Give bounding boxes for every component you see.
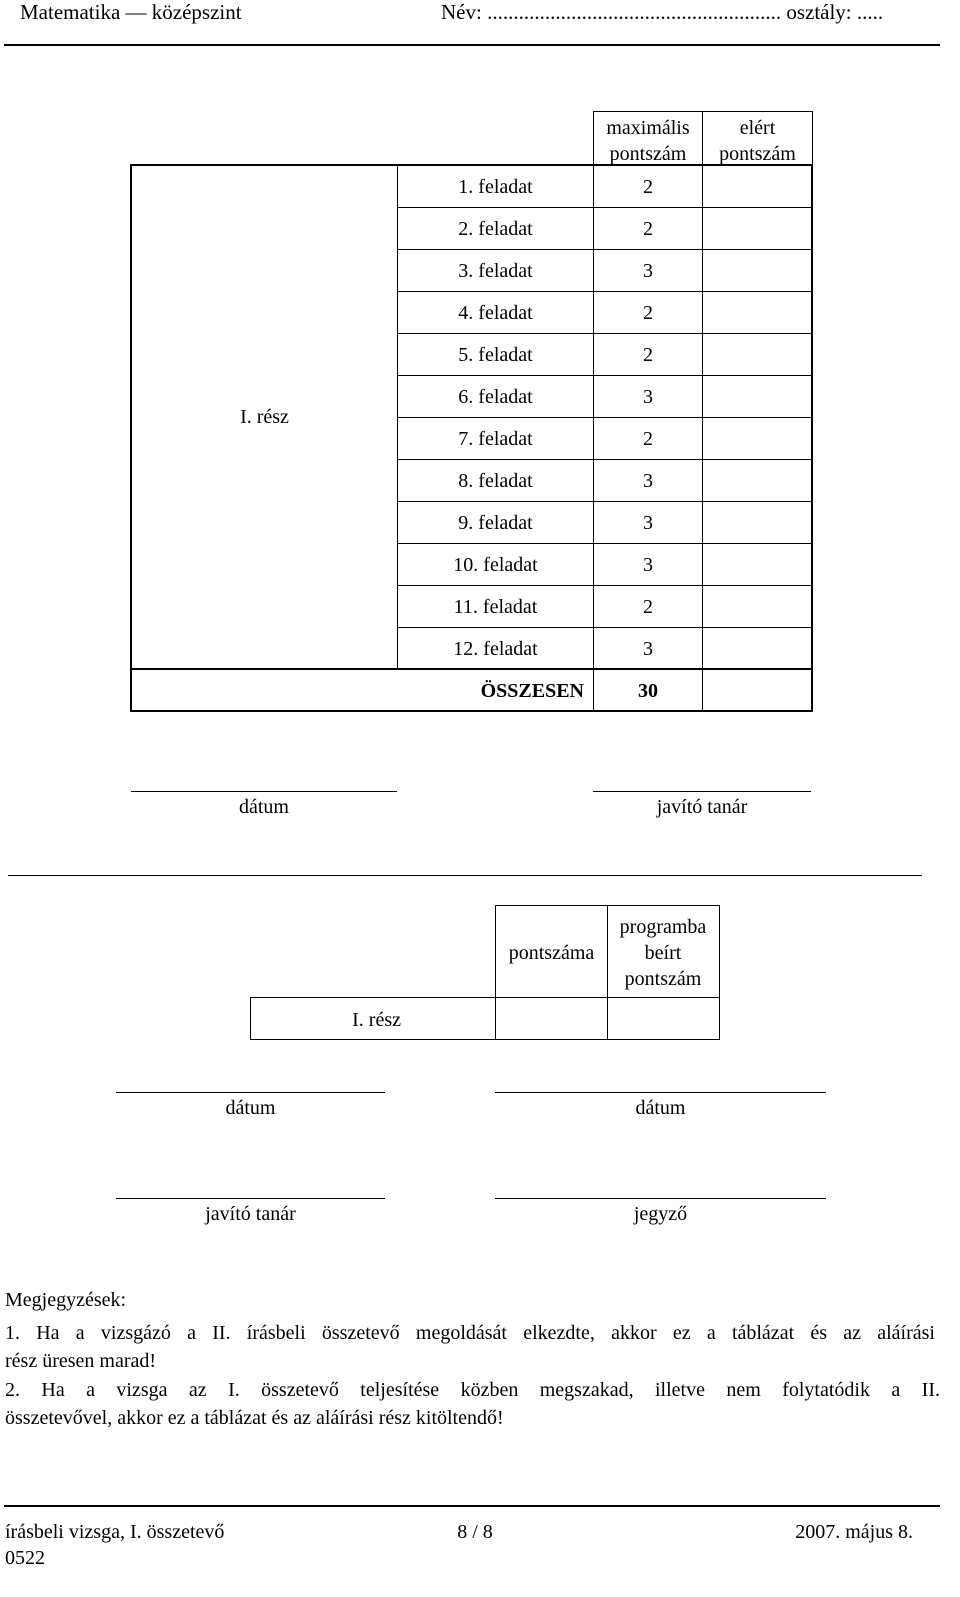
date-signature-line: [131, 791, 397, 792]
note-1-line-1: 1. Ha a vizsgázó a II. írásbeli összetevő megoldását elkezdte, akkor ez a táblázat és az aláírási: [5, 1322, 935, 1344]
task-label: 1. feladat: [458, 176, 533, 198]
header-rule: [4, 44, 940, 46]
task-label: 10. feladat: [453, 554, 538, 576]
teacher-caption: javító tanár: [656, 796, 748, 818]
part-label: I. rész: [240, 406, 289, 428]
task-label: 4. feladat: [458, 302, 533, 324]
total-max-points: 30: [638, 680, 658, 702]
footer-rule: [4, 1505, 940, 1507]
note-1-line-2: rész üresen marad!: [5, 1350, 157, 1372]
notes-title: Megjegyzések:: [5, 1289, 127, 1311]
date-signature-line: [116, 1092, 385, 1093]
task-label: 7. feladat: [458, 428, 533, 450]
footer-date: 2007. május 8.: [795, 1521, 913, 1543]
notary-caption: jegyző: [633, 1203, 688, 1225]
page-number: 8 / 8: [457, 1521, 493, 1543]
max-points-header: maximális pontszám: [606, 117, 690, 165]
task-max-points: 2: [643, 428, 653, 450]
achieved-points-header: elért pontszám: [719, 117, 796, 165]
task-label: 8. feladat: [458, 470, 533, 492]
task-label: 5. feladat: [458, 344, 533, 366]
task-max-points: 2: [643, 344, 653, 366]
footer-exam-label: írásbeli vizsga, I. összetevő: [5, 1521, 225, 1543]
task-label: 11. feladat: [453, 596, 538, 618]
task-max-points: 2: [643, 176, 653, 198]
task-label: 2. feladat: [458, 218, 533, 240]
date-caption: dátum: [239, 796, 289, 818]
task-label: 6. feladat: [458, 386, 533, 408]
task-label: 9. feladat: [458, 512, 533, 534]
task-max-points: 3: [643, 260, 653, 282]
section-divider: [8, 875, 922, 876]
note-2-line-2: összetevővel, akkor ez a táblázat és az aláírási rész kitöltendő!: [5, 1407, 504, 1429]
teacher-signature-line: [116, 1198, 385, 1199]
task-max-points: 2: [643, 218, 653, 240]
header-name-class: Név: ........................................................ osztály: .....: [441, 0, 884, 24]
task-max-points: 3: [643, 638, 653, 660]
task-label: 3. feladat: [458, 260, 533, 282]
task-max-points: 2: [643, 596, 653, 618]
date-caption: dátum: [225, 1097, 276, 1119]
teacher-caption: javító tanár: [205, 1203, 296, 1225]
task-max-points: 3: [643, 554, 653, 576]
notary-signature-line: [495, 1198, 826, 1199]
header-subject: Matematika — középszint: [20, 0, 242, 24]
score-header: pontszáma: [508, 942, 595, 964]
footer-code: 0522: [5, 1547, 45, 1569]
task-label: 12. feladat: [453, 638, 538, 660]
task-max-points: 3: [643, 470, 653, 492]
task-max-points: 2: [643, 302, 653, 324]
date-signature-line: [495, 1092, 826, 1093]
task-max-points: 3: [643, 512, 653, 534]
entered-score-header: programba beírt pontszám: [619, 916, 707, 990]
entry-part-label: I. rész: [352, 1009, 401, 1031]
total-label: ÖSSZESEN: [480, 680, 584, 702]
date-caption: dátum: [635, 1097, 686, 1119]
task-max-points: 3: [643, 386, 653, 408]
note-2-line-1: 2. Ha a vizsga az I. összetevő teljesítése közben megszakad, illetve nem folytatódik a II.: [5, 1379, 940, 1401]
teacher-signature-line: [593, 791, 811, 792]
